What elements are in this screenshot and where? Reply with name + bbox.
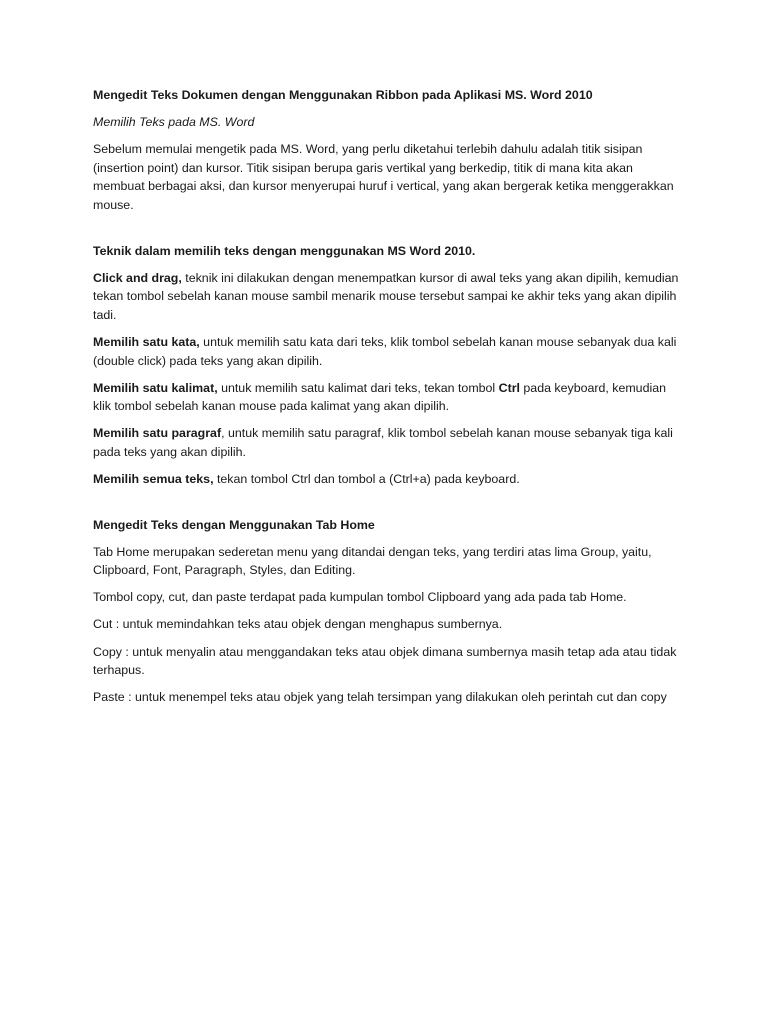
key-label: Ctrl (498, 380, 520, 395)
technique-item-select-paragraph (93, 424, 683, 461)
term-label: Memilih semua teks, (93, 472, 214, 486)
term-description: pada keyboard, kemudian klik tombol sebelah kanan mouse pada kalimat yang akan dipilih. (93, 380, 667, 414)
term-description: untuk memilih satu kata dari teks, klik tombol sebelah kanan mouse sebanyak dua kali (double click) pada teks yang akan dipilih. (93, 334, 677, 368)
tab-home-paragraph: Tab Home merupakan sederetan menu yang ditandai dengan teks, yang terdiri atas lima Group, yaitu, Clipboard, Font, Paragraph, Styles, dan Editing. (93, 544, 652, 578)
clipboard-paragraph: Tombol copy, cut, dan paste terdapat pada kumpulan tombol Clipboard yang ada pada tab Home. (93, 590, 627, 605)
term-label: Memilih satu kata, (93, 334, 200, 349)
technique-item-select-all (93, 470, 683, 489)
term-description: tekan tombol Ctrl dan tombol a (Ctrl+a) pada keyboard. (213, 472, 520, 486)
term-description: , untuk memilih satu paragraf, klik tombol sebelah kanan mouse sebanyak tiga kali pada teks yang akan dipilih. (93, 426, 673, 459)
term-description: untuk memilih satu kalimat dari teks, tekan tombol (217, 380, 499, 395)
term-label: Memilih satu kalimat, (93, 380, 218, 395)
term-description: teknik ini dilakukan dengan menempatkan kursor di awal teks yang akan dipilih, kemudian tekan tombol sebelah kanan mouse sambil menarik mouse tersebut sampai ke akhir teks yang akan dipilih tadi. (93, 270, 679, 322)
intro-paragraph: Sebelum memulai mengetik pada MS. Word, yang perlu diketahui terlebih dahulu adalah titik sisipan (insertion point) dan kursor. Titik sisipan berupa garis vertikal yang berkedip, titik di mana kita akan membuat berbagai aksi, dan kursor menyerupai huruf i vertical, yang akan bergerak ketika menggerakkan mouse. (93, 142, 674, 212)
section-heading-technique: Teknik dalam memilih teks dengan menggunakan MS Word 2010. (93, 243, 476, 258)
paste-paragraph: Paste : untuk menempel teks atau objek yang telah tersimpan yang dilakukan oleh perintah cut dan copy (93, 690, 667, 705)
section-heading-tab-home: Mengedit Teks dengan Menggunakan Tab Home (93, 517, 375, 532)
term-label: Memilih satu paragraf (93, 426, 222, 441)
document-page (93, 86, 683, 715)
document-title: Mengedit Teks Dokumen dengan Menggunakan Ribbon pada Aplikasi MS. Word 2010 (93, 88, 593, 102)
technique-item-select-sentence (93, 379, 683, 416)
technique-item-click-drag (93, 269, 683, 325)
term-label: Click and drag, (93, 270, 182, 285)
copy-paragraph: Copy : untuk menyalin atau menggandakan teks atau objek dimana sumbernya masih tetap ada atau tidak terhapus. (93, 644, 677, 678)
cut-paragraph: Cut : untuk memindahkan teks atau objek dengan menghapus sumbernya. (93, 617, 503, 632)
document-subtitle: Memilih Teks pada MS. Word (93, 115, 255, 130)
technique-item-select-word (93, 333, 683, 370)
